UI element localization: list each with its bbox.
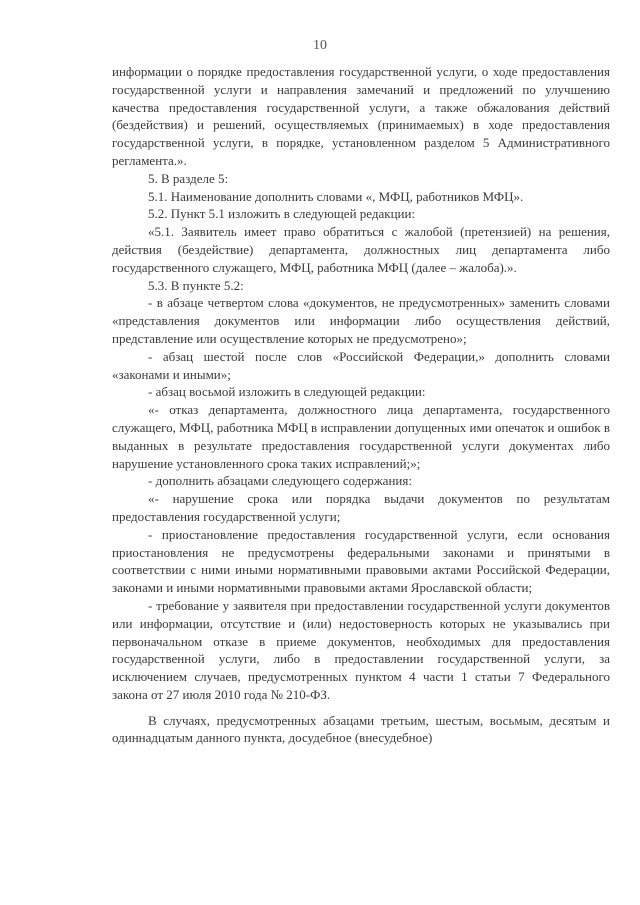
paragraph: информации о порядке предоставления государственной услуги, о ходе предоставления государственной услуги и направления замечаний и предложений по улучшению качества предоставления государственной услуги, а также обжалования действий (бездействия) и решений, осуществляемых (принимаемых) в ходе предоставления государственной услуги, в порядке, установленном разделом 5 Административного регламента.». <box>112 64 610 168</box>
paragraph: 5.3. В пункте 5.2: <box>148 277 244 293</box>
paragraph: - требование у заявителя при предоставлении государственной услуги документов или информации, отсутствие и (или) недостоверность которых не указывались при первоначальном отказе в приеме документов, необходимых для предоставления государственной услуги, либо в предоставлении государственной услуги, за исключением случаев, предусмотренных пунктом 4 части 1 статьи 7 Федерального закона от 27 июля 2010 года № 210-ФЗ. <box>112 597 610 702</box>
paragraph: - приостановление предоставления государственной услуги, если основания приостановления не предусмотрены федеральными законами и принятыми в соответствии с ними иными нормативными правовыми актами Российской Федерации, законами и иными нормативными правовыми актами Ярославской области; <box>112 526 610 596</box>
paragraph: 5.1. Наименование дополнить словами «, МФЦ, работников МФЦ». <box>148 188 524 204</box>
paragraph: 5.2. Пункт 5.1 изложить в следующей редакции: <box>148 206 416 222</box>
document-body <box>112 63 610 747</box>
paragraph: - абзац восьмой изложить в следующей редакции: <box>148 384 426 400</box>
paragraph: - в абзаце четвертом слова «документов, не предусмотренных» заменить словами «представления документов или информации либо осуществления действий, представление или осуществление которых не предусмотрено»; <box>112 295 610 346</box>
paragraph: 5. В разделе 5: <box>148 170 229 186</box>
paragraph: - абзац шестой после слов «Российской Федерации,» дополнить словами «законами и иными»; <box>112 348 610 382</box>
paragraph: «5.1. Заявитель имеет право обратиться с жалобой (претензией) на решения, действия (бездействие) департамента, должностных лиц департамента либо государственного служащего, МФЦ, работника МФЦ (далее – жалоба).». <box>112 224 610 275</box>
page-number: 10 <box>313 38 327 53</box>
paragraph: «- отказ департамента, должностного лица департамента, государственного служащего, МФЦ, работника МФЦ в исправлении допущенных ими опечаток и ошибок в выданных в результате предоставления государственной услуги документах либо нарушение установленного срока таких исправлений;»; <box>112 402 610 471</box>
paragraph: В случаях, предусмотренных абзацами третьим, шестым, восьмым, десятым и одиннадцатым данного пункта, досудебное (внесудебное) <box>112 712 610 746</box>
paragraph: - дополнить абзацами следующего содержания: <box>148 473 412 489</box>
paragraph: «- нарушение срока или порядка выдачи документов по результатам предоставления государственной услуги; <box>112 491 610 524</box>
